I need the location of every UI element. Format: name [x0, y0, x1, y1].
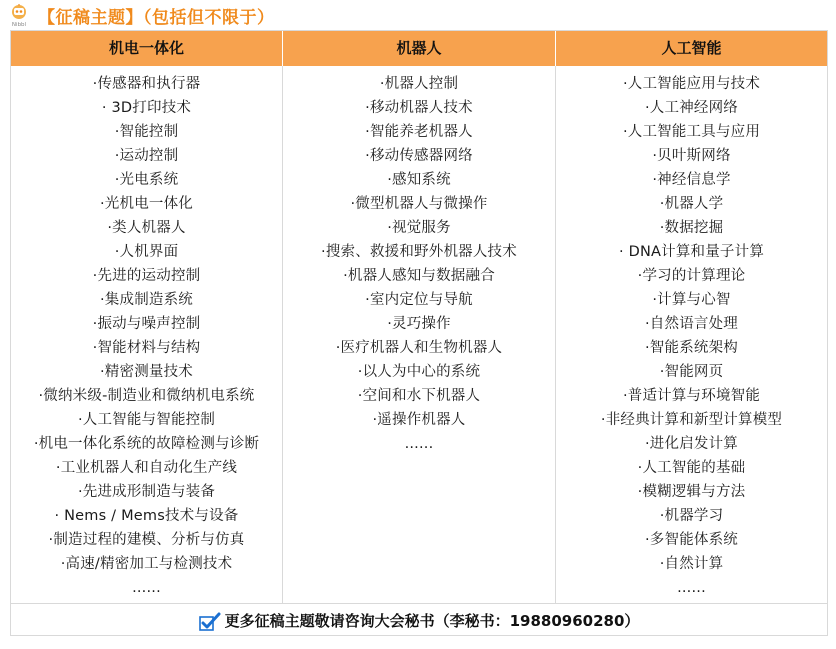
topic-list-item: ·医疗机器人和生物机器人: [335, 340, 503, 356]
topic-list-item: ·智能控制: [114, 124, 179, 140]
topic-list-item: ·精密测量技术: [99, 364, 193, 380]
topic-list-item: ·先进成形制造与装备: [77, 484, 216, 500]
topic-list-item: ·视觉服务: [387, 220, 451, 236]
topic-list-item: ·智能系统架构: [644, 340, 738, 356]
topic-list-item: ·移动传感器网络: [365, 148, 473, 164]
robot-logo-icon: [6, 3, 32, 27]
topic-list-item: ......: [404, 436, 434, 452]
topic-list-item: ·机器人感知与数据融合: [343, 268, 495, 284]
topic-list-item: ·人工智能工具与应用: [622, 124, 761, 140]
topic-list-item: · DNA计算和量子计算: [618, 244, 765, 260]
topic-list-item: ·多智能体系统: [644, 532, 738, 548]
topic-list-item: ·人工神经网络: [644, 100, 738, 116]
column-robotics: [283, 66, 556, 603]
topic-list-item: ·非经典计算和新型计算模型: [600, 412, 783, 428]
topic-list-item: ·人机界面: [114, 244, 179, 260]
page-title: 【征稿主题】（包括但不限于）: [38, 7, 275, 28]
footer-text: 更多征稿主题敬请咨询大会秘书（李秘书：19880960280）: [224, 611, 640, 630]
topic-list-item: ·集成制造系统: [99, 292, 193, 308]
checkmark-icon: [199, 612, 221, 632]
table-body: [11, 66, 827, 603]
topic-list-item: ·先进的运动控制: [92, 268, 201, 284]
topic-list-item: ·空间和水下机器人: [357, 388, 481, 404]
topic-table: [10, 30, 828, 636]
topic-list-item: ·光机电一体化: [99, 196, 193, 212]
topic-list-item: ·微型机器人与微操作: [350, 196, 488, 212]
topic-list-item: ·贝叶斯网络: [652, 148, 731, 164]
topic-list-item: · Nems / Mems技术与设备: [54, 508, 239, 524]
topic-list-item: ·进化启发计算: [644, 436, 738, 452]
topic-list-item: ·机器人控制: [379, 76, 459, 92]
topic-list-item: ·制造过程的建模、分析与仿真: [48, 532, 245, 548]
topic-list-item: ·机器学习: [659, 508, 724, 524]
column-header-robotics: 机器人: [283, 31, 556, 66]
topic-list-item: ·数据挖掘: [659, 220, 724, 236]
topic-list-item: ·智能材料与结构: [92, 340, 201, 356]
section-header: [6, 2, 275, 28]
topic-list-item: ·人工智能与智能控制: [77, 412, 216, 428]
topic-list-item: ·自然语言处理: [644, 316, 738, 332]
topic-list-item: ·普适计算与环境智能: [622, 388, 761, 404]
topic-list-item: ·遥操作机器人: [372, 412, 466, 428]
topic-list-item: ·工业机器人和自动化生产线: [55, 460, 238, 476]
column-header-ai: 人工智能: [661, 39, 722, 57]
topic-list-item: ·自然计算: [659, 556, 724, 572]
topic-list-item: ·移动机器人技术: [365, 100, 473, 116]
topic-list-item: ·智能养老机器人: [365, 124, 473, 140]
topic-list-item: · 3D打印技术: [101, 100, 192, 116]
topic-list-item: ·传感器和执行器: [92, 76, 201, 92]
topic-list-item: ·学习的计算理论: [637, 268, 746, 284]
topic-list-item: ......: [132, 580, 161, 596]
topic-list-item: ·计算与心智: [652, 292, 731, 308]
topic-list-item: ·类人机器人: [107, 220, 186, 236]
topic-list-item: ·灵巧操作: [387, 316, 451, 332]
topic-list-item: ·感知系统: [387, 172, 451, 188]
topic-list-item: ·机器人学: [659, 196, 724, 212]
topic-list-item: ·机电一体化系统的故障检测与诊断: [33, 436, 260, 452]
topic-list-item: ·模糊逻辑与方法: [637, 484, 746, 500]
footer-contact: [11, 603, 827, 636]
table-header-row: [11, 31, 827, 66]
topic-list-item: ·高速/精密加工与检测技术: [60, 556, 233, 572]
logo-text: Nibbl: [11, 22, 27, 27]
topic-list-item: ·搜索、救援和野外机器人技术: [321, 244, 517, 260]
topic-list-item: ·运动控制: [114, 148, 179, 164]
topic-list-item: ·室内定位与导航: [365, 292, 473, 308]
topic-list-item: ·光电系统: [114, 172, 179, 188]
topic-list-item: ·神经信息学: [652, 172, 731, 188]
topic-list-item: ·微纳米级-制造业和微纳机电系统: [38, 388, 255, 404]
topic-list-item: ·以人为中心的系统: [357, 364, 481, 380]
column-mechatronics: [11, 66, 283, 603]
topic-list-item: ·振动与噪声控制: [92, 316, 201, 332]
topic-list-item: ......: [677, 580, 706, 596]
topic-list-item: ·人工智能应用与技术: [622, 76, 761, 92]
column-header-mechatronics: 机电一体化: [11, 31, 283, 66]
topic-list-item: ·智能网页: [659, 364, 724, 380]
topic-list-item: ·人工智能的基础: [637, 460, 746, 476]
column-ai: [556, 66, 827, 603]
